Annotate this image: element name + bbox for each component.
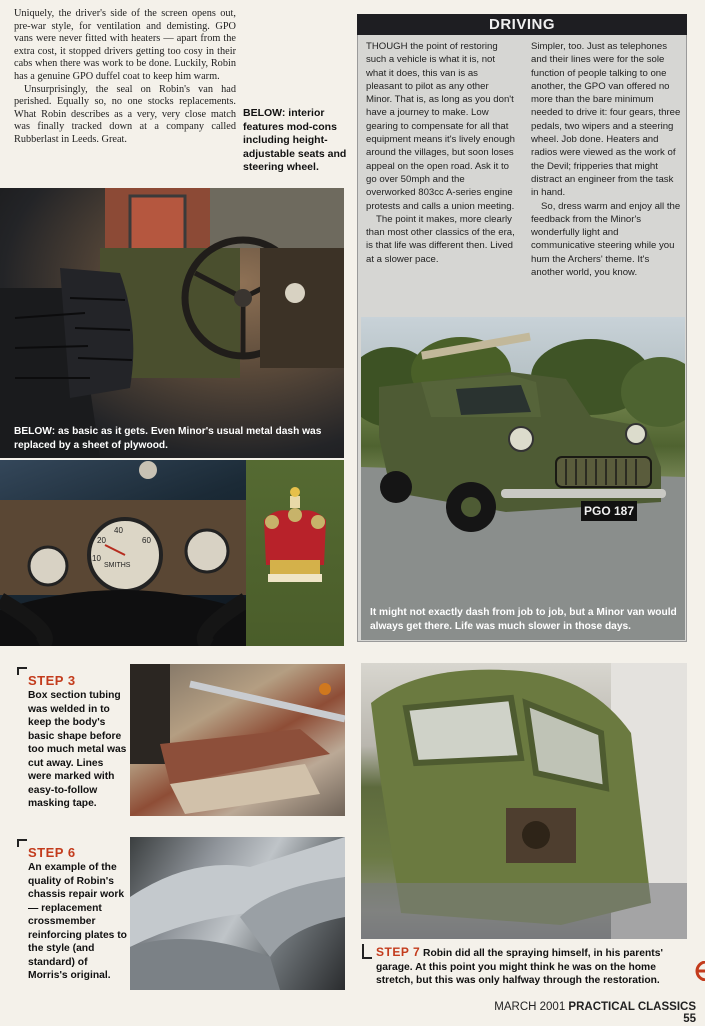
step-7-title: STEP 7 [376,945,421,959]
next-page-arrow-icon [694,961,705,981]
royal-crown-emblem [246,460,344,646]
step-7-text [376,946,688,988]
driving-paragraph: Simpler, too. Just as telephones and their lines were for the sole function of people talking to one another, the GPO van offered no more than the bare minimum needed to drive it: four gears, three pedals, two wipers and a steering wheel. Job done. Heaters and radios were viewed as the work of the Devil; fripperies that might distract an engineer from the task in hand. [531,41,681,199]
chassis-repair-illustration [130,664,345,816]
gauge-brand: SMITHS [104,562,131,569]
step-6-title: STEP 6 [28,845,76,860]
step-3-title: STEP 3 [28,673,76,688]
gauge-label: 40 [114,526,123,535]
intro-text [14,8,236,147]
step-3-bracket [17,667,27,675]
painted-shell-illustration [361,663,687,939]
dashboard-photo [0,460,246,646]
magazine-name: PRACTICAL CLASSICS [568,1001,696,1013]
crown-icon [246,460,344,646]
driving-paragraph: So, dress warm and enjoy all the feedback from the Minor's wonderfully light and communicative steering while you hum the Archers' theme. It's another world, you know. [531,200,681,279]
gauge-label: 60 [142,536,151,545]
van-illustration [361,317,685,640]
driving-paragraph: The point it makes, more clearly than most other classics of the era, is that life was different then. Lived at a slower pace. [366,213,515,265]
step-6-text: An example of the quality of Robin's chassis repair work — replacement crossmember reinforcing plates to the style (and standard) of Morris's original. [28,862,127,981]
step-7-body: Robin did all the spraying himself, in his parents' garage. At this point you might think he was on the home stretch, but this was only halfway through the restoration. [376,948,663,986]
interior-detail-caption: BELOW: interior features mod-cons including height-adjustable seats and steering wheel. [243,107,347,173]
van-caption: It might not exactly dash from job to job, but a Minor van would always get there. Life was much slower in those days. [370,607,677,632]
step-6-photo [130,837,345,990]
interior-caption: BELOW: as basic as it gets. Even Minor's usual metal dash was replaced by a sheet of plywood. [14,426,322,451]
number-plate: PGO 187 [583,504,635,518]
step-6-bracket [17,839,27,847]
interior-photo [0,188,344,458]
intro-paragraph: Uniquely, the driver's side of the screen opens out, pre-war style, for ventilation and demisting. GPO vans were never fitted with heaters — apart from the extra cost, it stopped drivers getting too cosy in their cabs when there was work to be done. Luckily, Robin has a genuine GPO duffel coat to keep him warm. [14,8,236,82]
interior-illustration [0,188,344,458]
intro-paragraph: Unsurprisingly, the seal on Robin's van had perished. Equally so, no one stocks replacements. What Robin describes as a very, very close match was finally tracked down at a company called Rubberlast in Leeds. Great. [14,83,236,145]
step-7-bracket [362,944,372,959]
page-number: 55 [683,1013,696,1025]
gpo-van-photo [361,317,685,640]
driving-paragraph: THOUGH the point of restoring such a vehicle is what it is, not what it does, this van is as pleasant to pilot as any other Minor. That is, as long as you don't have a journey to make. Low gearing to compensate for all that equipment means it's lively enough around the villages, but soon loses appeal on the open road. Ask it to go over 50mph and the overworked 803cc A-series engine protests and calls a union meeting. [366,41,516,212]
driving-heading: DRIVING [357,14,687,35]
gauge-label: 10 [92,554,101,563]
step-7-photo [361,663,687,939]
driving-column-2 [531,40,681,279]
driving-column-1 [366,40,516,266]
page-folio [481,1001,696,1025]
gauge-label: 20 [97,536,106,545]
issue-date: MARCH 2001 [494,1001,566,1013]
step-3-text: Box section tubing was welded in to keep the body's basic shape before too much metal was cut away. Lines were marked with easy-to-follow masking tape. [28,690,127,809]
step-3-photo [130,664,345,816]
dashboard-illustration [0,460,246,646]
crossmember-illustration [130,837,345,990]
